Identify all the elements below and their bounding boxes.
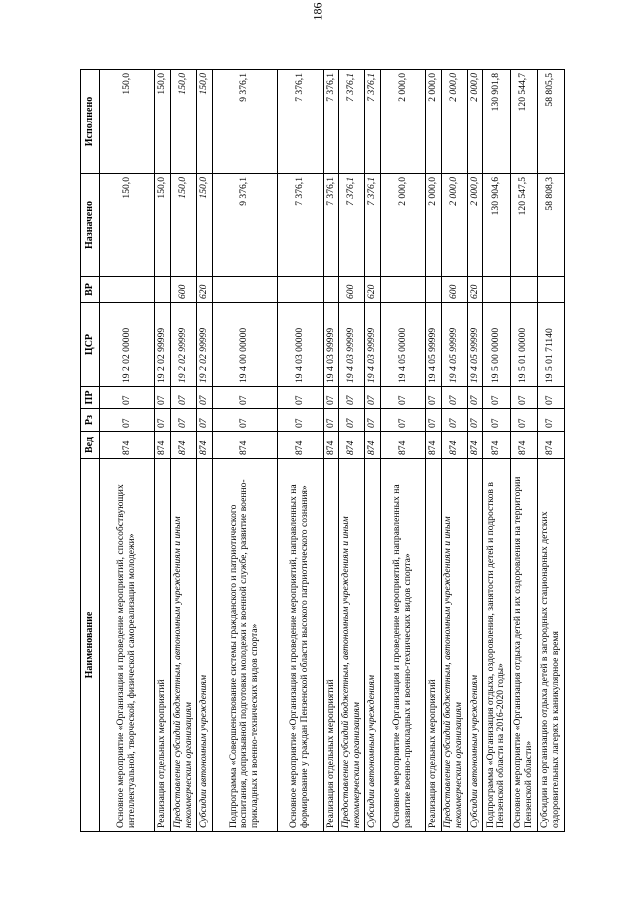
cell-ved: 874 [155, 432, 171, 459]
cell-assigned: 9 376,1 [212, 174, 277, 277]
table-row [339, 70, 365, 832]
cell-name: Реализация отдельных мероприятий [425, 459, 441, 832]
header-rz: Рз [81, 409, 100, 432]
cell-vr [510, 277, 537, 303]
cell-ved: 874 [441, 432, 467, 459]
table-row [441, 70, 467, 832]
cell-ved: 874 [171, 432, 197, 459]
cell-pr: 07 [365, 387, 381, 409]
cell-name: Подпрограмма «Организация отдыха, оздоровления, занятости детей и подростков в Пензенской области на 2016-2020 годы» [483, 459, 510, 832]
cell-executed: 150,0 [197, 70, 213, 174]
header-ved: Вед [81, 432, 100, 459]
cell-ved: 874 [537, 432, 564, 459]
cell-rz: 07 [425, 409, 441, 432]
cell-csr: 19 2 02 99999 [155, 303, 171, 387]
cell-ved: 874 [510, 432, 537, 459]
cell-assigned: 7 376,1 [277, 174, 323, 277]
cell-executed: 2 000,0 [425, 70, 441, 174]
cell-rz: 07 [277, 409, 323, 432]
cell-assigned: 7 376,1 [339, 174, 365, 277]
cell-executed: 9 376,1 [212, 70, 277, 174]
cell-vr [277, 277, 323, 303]
page-number: 186 [310, 2, 325, 21]
cell-csr: 19 5 00 00000 [483, 303, 510, 387]
table-row [381, 70, 426, 832]
cell-csr: 19 4 05 99999 [425, 303, 441, 387]
cell-pr: 07 [425, 387, 441, 409]
cell-pr: 07 [537, 387, 564, 409]
cell-rz: 07 [339, 409, 365, 432]
cell-assigned: 2 000,0 [441, 174, 467, 277]
cell-executed: 120 544,7 [510, 70, 537, 174]
cell-vr [155, 277, 171, 303]
cell-csr: 19 2 02 99999 [171, 303, 197, 387]
table-row [100, 70, 155, 832]
cell-ved: 874 [467, 432, 483, 459]
cell-csr: 19 4 05 00000 [381, 303, 426, 387]
cell-vr: 600 [339, 277, 365, 303]
header-vr: ВР [81, 277, 100, 303]
table-row [425, 70, 441, 832]
cell-pr: 07 [441, 387, 467, 409]
cell-vr: 620 [365, 277, 381, 303]
cell-assigned: 2 000,0 [425, 174, 441, 277]
cell-vr: 600 [171, 277, 197, 303]
cell-pr: 07 [155, 387, 171, 409]
cell-vr [425, 277, 441, 303]
header-name: Наименование [81, 459, 100, 832]
cell-pr: 07 [100, 387, 155, 409]
table-row [212, 70, 277, 832]
table-row [537, 70, 564, 832]
cell-name: Предоставление субсидий бюджетным, автономным учреждениям и иным некоммерческим организациям [339, 459, 365, 832]
table-row [365, 70, 381, 832]
cell-csr: 19 2 02 99999 [197, 303, 213, 387]
cell-assigned: 150,0 [155, 174, 171, 277]
cell-rz: 07 [323, 409, 339, 432]
table-body [100, 70, 565, 832]
cell-rz: 07 [381, 409, 426, 432]
table-row [467, 70, 483, 832]
cell-assigned: 7 376,1 [365, 174, 381, 277]
cell-csr: 19 4 03 99999 [339, 303, 365, 387]
rotated-table-wrapper [80, 70, 565, 832]
cell-rz: 07 [537, 409, 564, 432]
cell-name: Субсидии автономным учреждениям [197, 459, 213, 832]
cell-pr: 07 [510, 387, 537, 409]
header-executed: Исполнено [81, 70, 100, 174]
cell-executed: 58 805,5 [537, 70, 564, 174]
table-row [323, 70, 339, 832]
cell-csr: 19 4 03 99999 [365, 303, 381, 387]
cell-executed: 2 000,0 [381, 70, 426, 174]
cell-name: Подпрограмма «Совершенствование системы гражданского и патриотического воспитания, допризывной подготовки молодежи к военной службе, развитие военно-прикладных и военно-технических видов спорта» [212, 459, 277, 832]
cell-ved: 874 [323, 432, 339, 459]
cell-ved: 874 [365, 432, 381, 459]
cell-csr: 19 2 02 00000 [100, 303, 155, 387]
cell-name: Реализация отдельных мероприятий [155, 459, 171, 832]
cell-assigned: 150,0 [100, 174, 155, 277]
cell-pr: 07 [171, 387, 197, 409]
table-row [171, 70, 197, 832]
cell-ved: 874 [339, 432, 365, 459]
cell-vr [381, 277, 426, 303]
cell-assigned: 130 904,6 [483, 174, 510, 277]
cell-rz: 07 [155, 409, 171, 432]
cell-pr: 07 [339, 387, 365, 409]
cell-executed: 150,0 [171, 70, 197, 174]
budget-table [80, 69, 565, 832]
cell-name: Субсидии автономным учреждениям [365, 459, 381, 832]
cell-executed: 7 376,1 [277, 70, 323, 174]
cell-rz: 07 [483, 409, 510, 432]
table-row [483, 70, 510, 832]
cell-assigned: 58 808,3 [537, 174, 564, 277]
cell-csr: 19 4 05 99999 [441, 303, 467, 387]
cell-executed: 130 901,8 [483, 70, 510, 174]
cell-csr: 19 5 01 00000 [510, 303, 537, 387]
cell-vr: 620 [197, 277, 213, 303]
cell-vr: 600 [441, 277, 467, 303]
header-csr: ЦСР [81, 303, 100, 387]
table-row [510, 70, 537, 832]
cell-name: Предоставление субсидий бюджетным, автономным учреждениям и иным некоммерческим организациям [171, 459, 197, 832]
cell-pr: 07 [212, 387, 277, 409]
cell-ved: 874 [197, 432, 213, 459]
cell-executed: 7 376,1 [339, 70, 365, 174]
cell-vr [537, 277, 564, 303]
cell-assigned: 7 376,1 [323, 174, 339, 277]
cell-ved: 874 [483, 432, 510, 459]
cell-ved: 874 [100, 432, 155, 459]
cell-assigned: 150,0 [171, 174, 197, 277]
cell-name: Реализация отдельных мероприятий [323, 459, 339, 832]
cell-pr: 07 [277, 387, 323, 409]
cell-ved: 874 [425, 432, 441, 459]
cell-executed: 2 000,0 [467, 70, 483, 174]
cell-csr: 19 4 03 99999 [323, 303, 339, 387]
cell-name: Субсидии на организацию отдыха детей в загородных стационарных детских оздоровительных лагерях в каникулярное время [537, 459, 564, 832]
cell-rz: 07 [100, 409, 155, 432]
cell-pr: 07 [323, 387, 339, 409]
cell-assigned: 2 000,0 [467, 174, 483, 277]
cell-assigned: 2 000,0 [381, 174, 426, 277]
cell-ved: 874 [212, 432, 277, 459]
cell-pr: 07 [381, 387, 426, 409]
table-header-row [81, 70, 100, 832]
cell-name: Основное мероприятие «Организация и проведение мероприятий, направленных на формирование у граждан Пензенской области высокого патриотического сознания» [277, 459, 323, 832]
cell-vr: 620 [467, 277, 483, 303]
cell-csr: 19 5 01 71140 [537, 303, 564, 387]
cell-rz: 07 [365, 409, 381, 432]
cell-csr: 19 4 03 00000 [277, 303, 323, 387]
cell-rz: 07 [441, 409, 467, 432]
cell-pr: 07 [483, 387, 510, 409]
cell-assigned: 120 547,5 [510, 174, 537, 277]
cell-pr: 07 [197, 387, 213, 409]
cell-executed: 7 376,1 [323, 70, 339, 174]
cell-assigned: 150,0 [197, 174, 213, 277]
cell-vr [212, 277, 277, 303]
table-row [155, 70, 171, 832]
cell-name: Субсидии автономным учреждениям [467, 459, 483, 832]
cell-pr: 07 [467, 387, 483, 409]
cell-csr: 19 4 05 99999 [467, 303, 483, 387]
table-row [197, 70, 213, 832]
cell-executed: 2 000,0 [441, 70, 467, 174]
cell-name: Основное мероприятие «Организация отдыха детей и их оздоровления на территории Пензенской области» [510, 459, 537, 832]
cell-executed: 7 376,1 [365, 70, 381, 174]
cell-executed: 150,0 [100, 70, 155, 174]
cell-rz: 07 [197, 409, 213, 432]
cell-ved: 874 [277, 432, 323, 459]
cell-ved: 874 [381, 432, 426, 459]
cell-vr [323, 277, 339, 303]
cell-name: Предоставление субсидий бюджетным, автономным учреждениям и иным некоммерческим организациям [441, 459, 467, 832]
cell-name: Основное мероприятие «Организация и проведение мероприятий, способствующих интеллектуальной, творческой, физической самореализации молодежи» [100, 459, 155, 832]
cell-vr [483, 277, 510, 303]
cell-rz: 07 [171, 409, 197, 432]
cell-name: Основное мероприятие «Организация и проведение мероприятий, направленных на развитие военно-прикладных и военно-технических видов спорта» [381, 459, 426, 832]
cell-executed: 150,0 [155, 70, 171, 174]
header-pr: ПР [81, 387, 100, 409]
table-row [277, 70, 323, 832]
cell-rz: 07 [467, 409, 483, 432]
cell-csr: 19 4 00 00000 [212, 303, 277, 387]
cell-vr [100, 277, 155, 303]
header-assigned: Назначено [81, 174, 100, 277]
cell-rz: 07 [212, 409, 277, 432]
cell-rz: 07 [510, 409, 537, 432]
